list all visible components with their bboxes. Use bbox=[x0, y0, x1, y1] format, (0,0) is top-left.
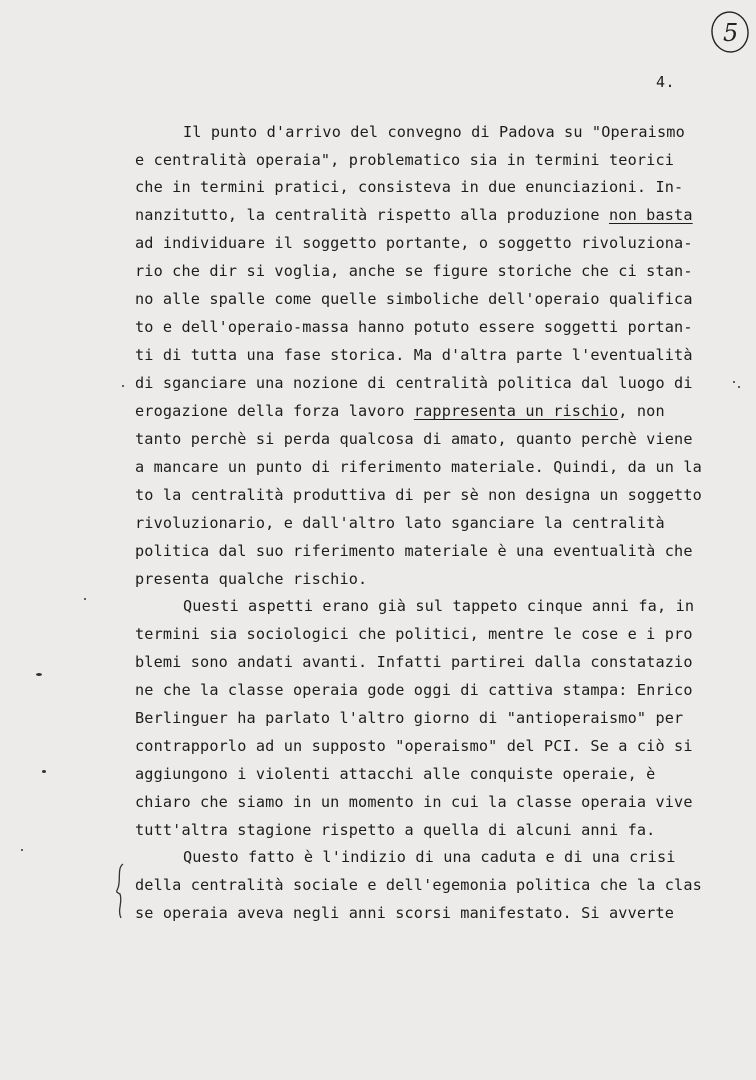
underlined-phrase: non basta bbox=[608, 206, 693, 224]
text-line: no alle spalle come quelle simboliche dell'operaio qualifica bbox=[135, 290, 693, 308]
handwritten-page-number bbox=[708, 8, 752, 56]
text-line: rivoluzionario, e dall'altro lato sganciare la centralità bbox=[135, 514, 665, 532]
underlined-phrase: rappresenta un rischio bbox=[413, 402, 619, 420]
text-line: tanto perchè si perda qualcosa di amato, quanto perchè viene bbox=[135, 430, 693, 448]
scan-speck bbox=[84, 598, 86, 600]
scan-speck bbox=[122, 385, 124, 387]
text-line: Berlinguer ha parlato l'altro giorno di "antioperaismo" per bbox=[135, 709, 684, 727]
text-line: aggiungono i violenti attacchi alle conquiste operaie, è bbox=[135, 765, 656, 783]
text-line: e centralità operaia", problematico sia in termini teorici bbox=[135, 151, 675, 169]
page-number: 4. bbox=[656, 73, 676, 91]
scan-speck bbox=[42, 770, 46, 773]
scan-speck bbox=[21, 849, 23, 851]
text-line: ad individuare il soggetto portante, o soggetto rivoluziona- bbox=[135, 234, 693, 252]
scan-speck bbox=[36, 673, 42, 676]
text-line: to e dell'operaio-massa hanno potuto essere soggetti portan- bbox=[135, 318, 693, 336]
text-line: termini sia sociologici che politici, mentre le cose e i pro bbox=[135, 625, 693, 643]
text-line: presenta qualche rischio. bbox=[135, 570, 368, 588]
text-line: della centralità sociale e dell'egemonia politica che la clas bbox=[135, 876, 702, 894]
text-line: Questi aspetti erano già sul tappeto cinque anni fa, in bbox=[183, 597, 695, 615]
text-line-underlined bbox=[135, 205, 705, 225]
text-line: Questo fatto è l'indizio di una caduta e di una crisi bbox=[183, 848, 676, 866]
text-line: a mancare un punto di riferimento materiale. Quindi, da un la bbox=[135, 458, 702, 476]
scan-speck bbox=[738, 386, 740, 388]
text-line: rio che dir si voglia, anche se figure storiche che ci stan- bbox=[135, 262, 693, 280]
text-line: blemi sono andati avanti. Infatti partirei dalla constatazio bbox=[135, 653, 693, 671]
text-line: Il punto d'arrivo del convegno di Padova su "Operaismo bbox=[183, 123, 685, 141]
text-line: di sganciare una nozione di centralità politica dal luogo di bbox=[135, 374, 693, 392]
text-line: tutt'altra stagione rispetto a quella di alcuni anni fa. bbox=[135, 821, 656, 839]
text-line: che in termini pratici, consisteva in due enunciazioni. In- bbox=[135, 178, 684, 196]
text-line: contrapporlo ad un supposto "operaismo" del PCI. Se a ciò si bbox=[135, 737, 693, 755]
text-line: ti di tutta una fase storica. Ma d'altra parte l'eventualità bbox=[135, 346, 693, 364]
scan-speck bbox=[733, 381, 735, 383]
svg-text:5: 5 bbox=[723, 19, 739, 47]
text-line: to la centralità produttiva di per sè non designa un soggetto bbox=[135, 486, 702, 504]
text-line: ne che la classe operaia gode oggi di cattiva stampa: Enrico bbox=[135, 681, 693, 699]
underlined-text: nanzitutto, la centralità rispetto alla produzione non basta bbox=[135, 206, 693, 224]
text-line: erogazione della forza lavoro rappresenta un rischio, non bbox=[135, 402, 665, 420]
text-line: se operaia aveva negli anni scorsi manifestato. Si avverte bbox=[135, 904, 675, 922]
margin-bracket-mark bbox=[113, 862, 127, 920]
text-line: politica dal suo riferimento materiale è una eventualità che bbox=[135, 542, 693, 560]
text-line: chiaro che siamo in un momento in cui la classe operaia vive bbox=[135, 793, 693, 811]
